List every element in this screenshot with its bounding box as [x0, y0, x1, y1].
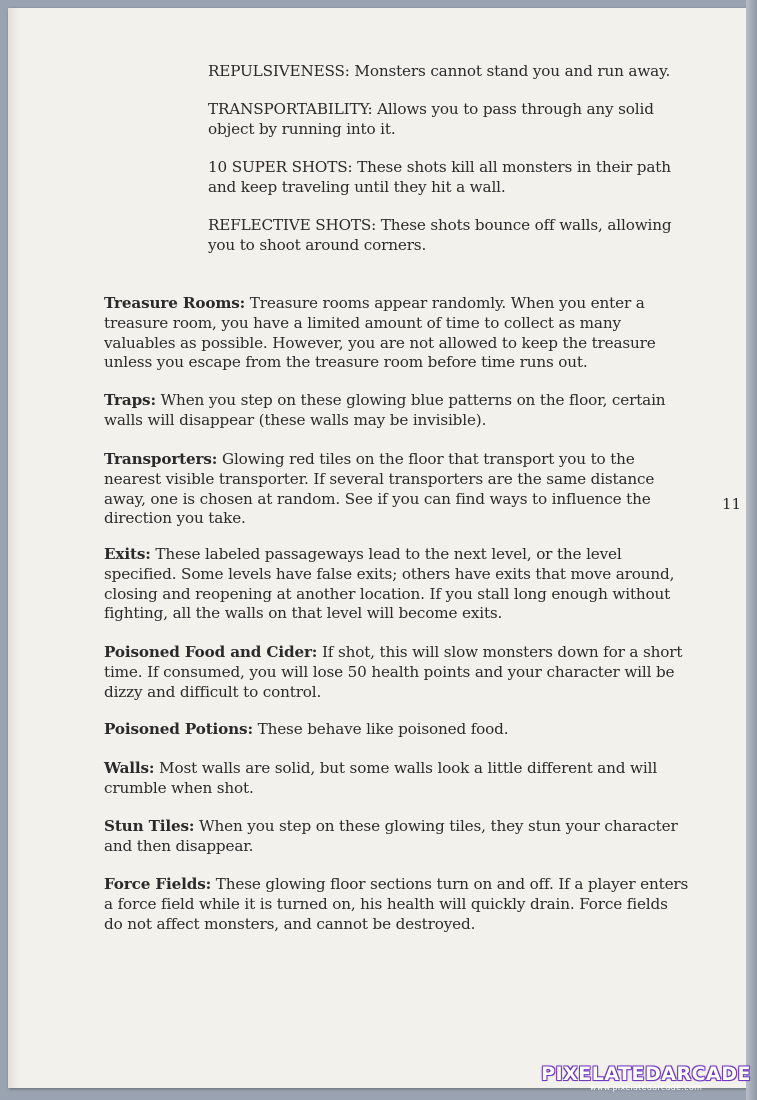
entry-term: Walls:	[104, 759, 155, 777]
entry-text: These labeled passageways lead to the next level, or the level specified. Some levels have false exits; others have exits that move around, closing and reopening at another location. If you stall long enough without fighting, all the walls on that level will become exits.	[104, 545, 675, 623]
page-number: 11	[722, 495, 742, 513]
entry-walls	[104, 759, 689, 799]
entry-text: Most walls are solid, but some walls look a little different and will crumble when shot.	[104, 759, 658, 797]
watermark-url: www.pixelatedarcade.com	[589, 1083, 703, 1092]
watermark	[541, 1063, 751, 1092]
entry-term: Poisoned Food and Cider:	[104, 643, 318, 661]
entry-term: Treasure Rooms:	[104, 294, 246, 312]
entry-transporters	[104, 450, 689, 529]
manual-page	[8, 8, 746, 1088]
entry-stun-tiles	[104, 817, 689, 857]
upgrade-super-shots: 10 SUPER SHOTS: These shots kill all monsters in their path and keep traveling until they hit a wall.	[208, 158, 671, 196]
entry-text: Treasure rooms appear randomly. When you enter a treasure room, you have a limited amount of time to collect as many valuables as possible. However, you are not allowed to keep the treasure unless you escape from the treasure room before time runs out.	[104, 294, 656, 372]
entry-exits	[104, 545, 689, 624]
entry-term: Stun Tiles:	[104, 817, 195, 835]
entry-poisoned-food	[104, 643, 689, 702]
upgrade-transportability: TRANSPORTABILITY: Allows you to pass through any solid object by running into it.	[208, 100, 654, 138]
entry-treasure-rooms	[104, 294, 689, 373]
watermark-name: PIXELATEDARCADE	[541, 1063, 751, 1085]
entry-term: Force Fields:	[104, 875, 212, 893]
upgrade-repulsiveness: REPULSIVENESS: Monsters cannot stand you and run away.	[208, 62, 671, 80]
entry-traps	[104, 391, 689, 431]
entry-text: These behave like poisoned food.	[252, 720, 509, 738]
entry-force-fields	[104, 875, 689, 934]
entry-term: Transporters:	[104, 450, 218, 468]
entry-term: Traps:	[104, 391, 156, 409]
entry-poisoned-potions	[104, 720, 689, 740]
page-edge	[746, 0, 757, 1100]
entry-term: Poisoned Potions:	[104, 720, 253, 738]
entry-term: Exits:	[104, 545, 151, 563]
entry-text: If shot, this will slow monsters down for a short time. If consumed, you will lose 50 health points and your character will be dizzy and difficult to control.	[104, 643, 683, 701]
entry-text: When you step on these glowing blue patterns on the floor, certain walls will disappear (these walls may be invisible).	[104, 391, 666, 429]
entry-text: These glowing floor sections turn on and off. If a player enters a force field while it is turned on, his health will quickly drain. Force fields do not affect monsters, and cannot be destroyed.	[104, 875, 689, 933]
entry-text: When you step on these glowing tiles, they stun your character and then disappear.	[104, 817, 678, 855]
entry-text: Glowing red tiles on the floor that transport you to the nearest visible transporter. If several transporters are the same distance away, one is chosen at random. See if you can find ways to influence the direction you take.	[104, 450, 655, 528]
upgrade-reflective-shots: REFLECTIVE SHOTS: These shots bounce off walls, allowing you to shoot around corners.	[208, 216, 672, 254]
